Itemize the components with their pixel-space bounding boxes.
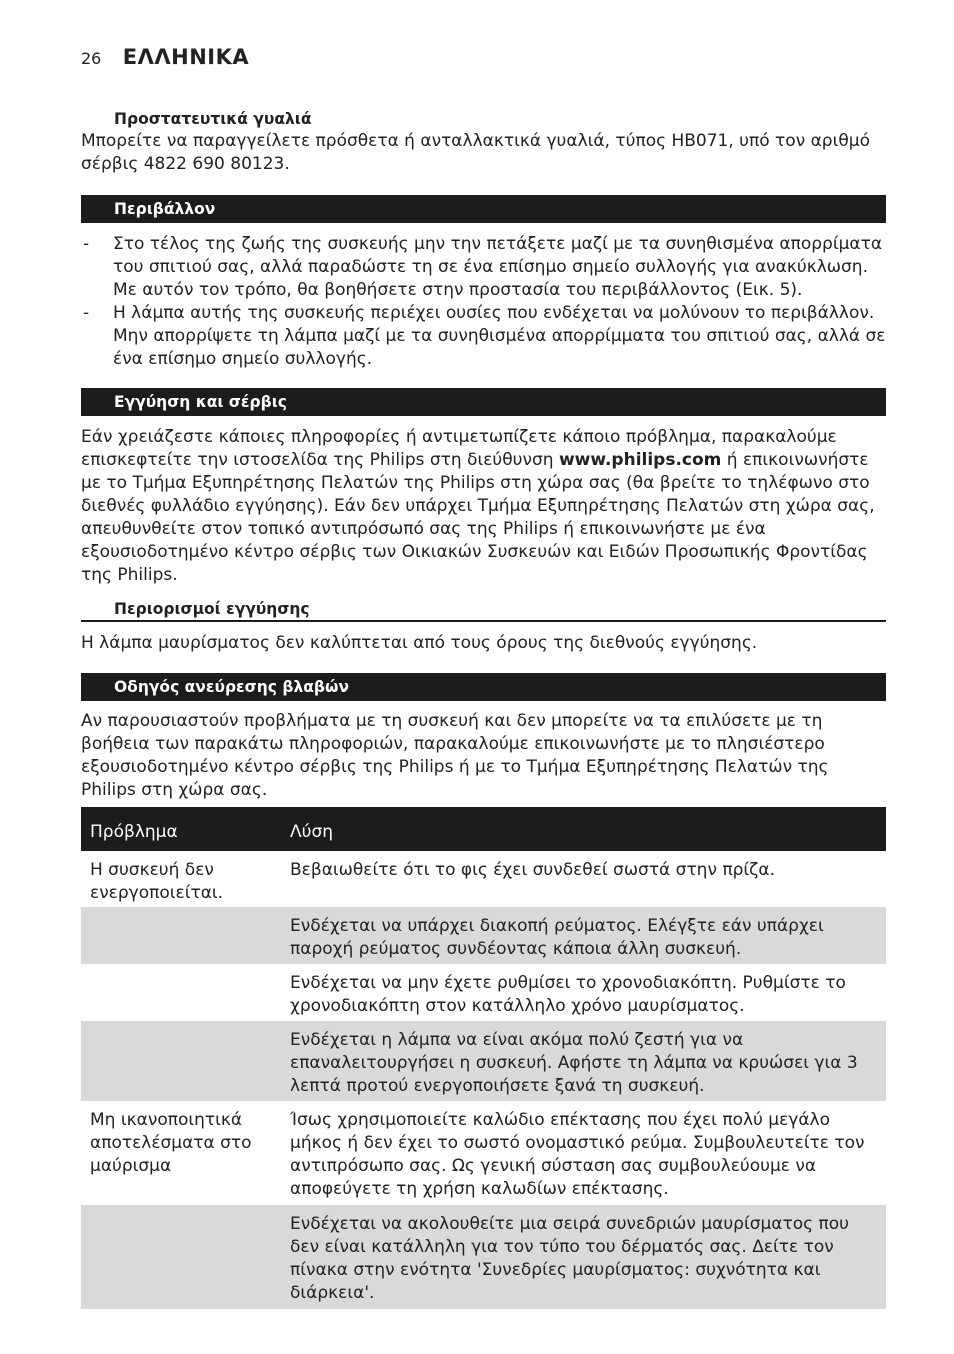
problem-cell <box>81 972 281 1014</box>
warranty-heading: Εγγύηση και σέρβις <box>114 393 287 411</box>
list-item: - Στο τέλος της ζωής της συσκευής μην την πετάξετε μαζί με τα συνηθισμένα απορρίματα του σπιτιού σας, αλλά παραδώστε τη σε ένα επίσημο σημείο συλλογής για ανακύκλωση. Με αυτόν τον τρόπο, θα βοηθήσετε στην προστασία του περιβάλλοντος (Εικ. 5). <box>83 234 883 300</box>
divider <box>81 620 886 622</box>
environment-heading-bar <box>81 195 886 223</box>
environment-heading: Περιβάλλον <box>114 200 216 218</box>
solution-cell: Ενδέχεται η λάμπα να είναι ακόμα πολύ ζεστή για να επαναλειτουργήσει η συσκευή. Αφήστε τη λάμπα να κρυώσει για 3 λεπτά προτού ενεργοποιήσετε ξανά τη συσκευή. <box>290 1030 858 1096</box>
restrictions-heading: Περιορισμοί εγγύησης <box>114 600 310 618</box>
problem-cell <box>81 915 281 957</box>
philips-website-link[interactable]: www.philips.com <box>558 450 722 470</box>
problem-cell: Η συσκευή δεν ενεργοποιείται. <box>90 860 224 903</box>
warranty-heading-bar <box>81 388 886 416</box>
troubleshooting-table <box>81 807 886 1309</box>
restrictions-text: Η λάμπα μαυρίσματος δεν καλύπτεται από τους όρους της διεθνούς εγγύησης. <box>81 633 758 653</box>
troubleshooting-heading: Οδηγός ανεύρεσης βλαβών <box>114 678 350 696</box>
solution-cell: Ενδέχεται να μην έχετε ρυθμίσει το χρονοδιακόπτη. Ρυθμίστε το χρονοδιακόπτη στον κατάλληλο χρόνο μαυρίσματος. <box>290 973 846 1016</box>
column-header-problem: Πρόβλημα <box>90 822 178 842</box>
table-header <box>81 807 886 851</box>
table-row <box>81 1205 886 1309</box>
language-title: ΕΛΛΗΝΙΚΑ <box>122 45 250 69</box>
glasses-heading: Προστατευτικά γυαλιά <box>114 110 312 128</box>
troubleshooting-text: Αν παρουσιαστούν προβλήματα με τη συσκευή και δεν μπορείτε να τα επιλύσετε με τη βοήθεια των παρακάτω πληροφοριών, παρακαλούμε επικοινωνήστε με το πλησιέστερο εξουσιοδοτημένο κέντρο σέρβις της Philips ή με το Τμήμα Εξυπηρέτησης Πελατών της Philips στη χώρα σας. <box>81 711 829 800</box>
table-row <box>81 851 886 907</box>
warranty-text: Εάν χρειάζεστε κάποιες πληροφορίες ή αντιμετωπίζετε κάποιο πρόβλημα, παρακαλούμε επισκεφτείτε την ιστοσελίδα της Philips στη διεύθυνση www.philips.com ή επικοινωνήστε με το Τμήμα Εξυπηρέτησης Πελατών της Philips στη χώρα σας (θα βρείτε το τηλέφωνο στο διεθνές φυλλάδιο εγγύησης). Εάν δεν υπάρχει Τμήμα Εξυπηρέτησης Πελατών στη χώρα σας, απευθυνθείτε στον τοπικό αντιπρόσωπό σας της Philips ή επικοινωνήστε με ένα εξουσιοδοτημένο κέντρο σέρβις των Οικιακών Συσκευών και Ειδών Προσωπικής Φροντίδας της Philips. <box>81 427 875 585</box>
list-item: - Η λάμπα αυτής της συσκευής περιέχει ουσίες που ενδέχεται να μολύνουν το περιβάλλον. Μην απορρίψετε τη λάμπα μαζί με τα συνηθισμένα απορρίμματα του σπιτιού σας, αλλά σε ένα επίσημο σημείο συλλογής. <box>83 303 886 369</box>
troubleshooting-heading-bar <box>81 673 886 701</box>
solution-cell: Ενδέχεται να ακολουθείτε μια σειρά συνεδριών μαυρίσματος που δεν είναι κατάλληλη για τον τύπο του δέρματός σας. Δείτε τον πίνακα στην ενότητα 'Συνεδρίες μαυρίσματος: συχνότητα και διάρκεια'. <box>290 1214 849 1303</box>
table-row <box>81 1101 886 1205</box>
problem-cell <box>81 1029 281 1094</box>
solution-cell: Βεβαιωθείτε ότι το φις έχει συνδεθεί σωστά στην πρίζα. <box>290 860 775 880</box>
page-header <box>81 46 249 71</box>
column-header-solution: Λύση <box>290 822 334 842</box>
solution-cell: Ενδέχεται να υπάρχει διακοπή ρεύματος. Ελέγξτε εάν υπάρχει παροχή ρεύματος συνδέοντας κάποια άλλη συσκευή. <box>290 916 824 959</box>
table-row <box>81 964 886 1021</box>
problem-cell <box>81 1213 281 1302</box>
page-number: 26 <box>81 49 102 68</box>
environment-list <box>81 233 887 371</box>
table-row <box>81 907 886 964</box>
problem-cell: Μη ικανοποιητικά αποτελέσματα στο μαύρισμα <box>90 1110 252 1176</box>
solution-cell: Ίσως χρησιμοποιείτε καλώδιο επέκτασης που έχει πολύ μεγάλο μήκος ή δεν έχει το σωστό ονομαστικό ρεύμα. Συμβουλευτείτε τον αντιπρόσωπο σας. Ως γενική σύσταση σας συμβουλεύουμε να αποφεύγετε τη χρήση καλωδίων επέκτασης. <box>290 1110 865 1199</box>
glasses-text: Μπορείτε να παραγγείλετε πρόσθετα ή ανταλλακτικά γυαλιά, τύπος HB071, υπό τον αριθμό σέρβις 4822 690 80123. <box>81 131 870 174</box>
table-row <box>81 1021 886 1101</box>
